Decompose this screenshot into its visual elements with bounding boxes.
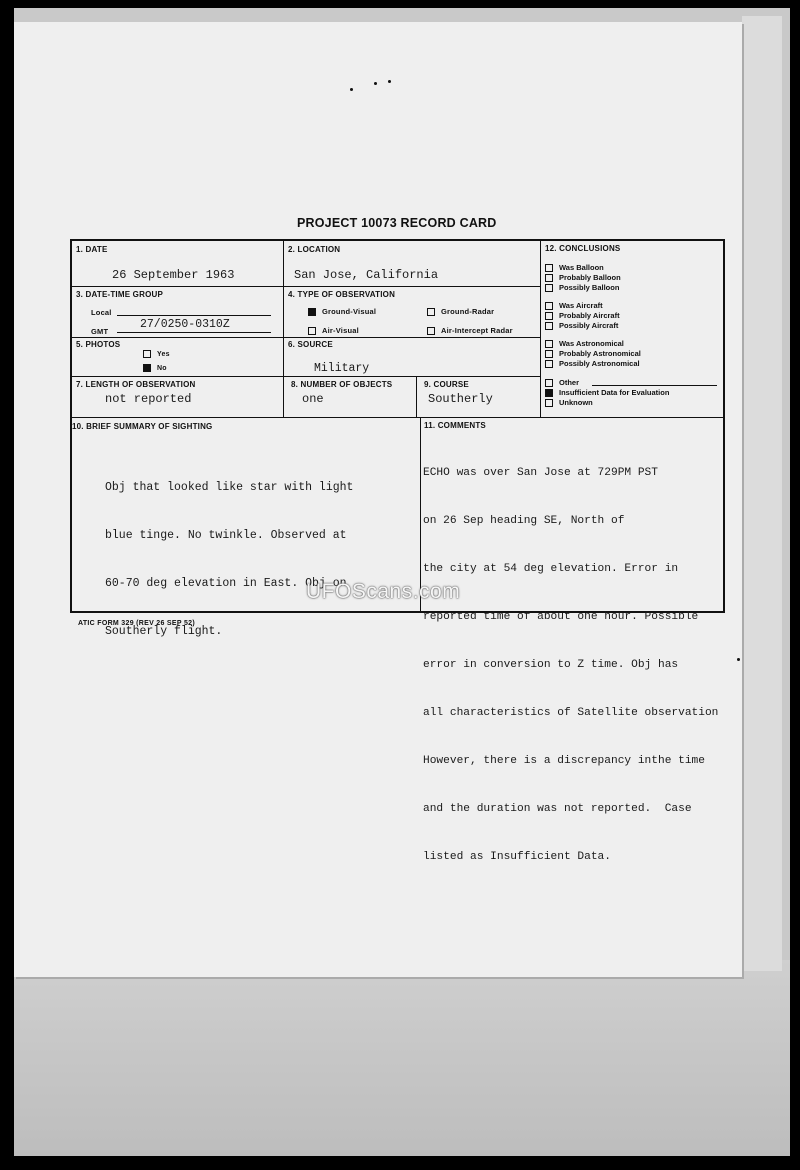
- comments-line: on 26 Sep heading SE, North of: [423, 515, 625, 527]
- objects-label: 8. NUMBER OF OBJECTS: [291, 380, 393, 389]
- length-value: not reported: [105, 392, 192, 406]
- speck: [350, 88, 353, 91]
- summary-line: Southerly flight.: [105, 625, 223, 638]
- divider: [416, 376, 417, 417]
- objects-value: one: [302, 392, 324, 406]
- comments-line: However, there is a discrepancy inthe time: [423, 755, 705, 767]
- watermark: UFOScans.com: [306, 580, 461, 603]
- checkbox: [545, 274, 553, 282]
- local-label: Local: [91, 308, 112, 317]
- type-ground-visual: Ground-Visual: [308, 307, 376, 316]
- checkbox-checked: [143, 364, 151, 372]
- checkbox: [545, 302, 553, 310]
- location-label: 2. LOCATION: [288, 245, 341, 254]
- checkbox: [427, 327, 435, 335]
- checkbox: [143, 350, 151, 358]
- date-label: 1. DATE: [76, 245, 108, 254]
- course-label: 9. COURSE: [424, 380, 469, 389]
- location-value: San Jose, California: [294, 268, 439, 282]
- conclusions-group-other: [545, 378, 669, 408]
- checkbox: [545, 379, 553, 387]
- type-air-intercept-radar: Air-Intercept Radar: [427, 326, 513, 335]
- date-value: 26 September 1963: [112, 268, 235, 282]
- conclusion-item: Other: [545, 378, 669, 388]
- source-label: 6. SOURCE: [288, 340, 333, 349]
- comments-line: reported time of about one hour. Possible: [423, 611, 699, 623]
- conclusions-group-astronomical: [545, 339, 641, 369]
- checkbox: [308, 327, 316, 335]
- checkbox: [545, 399, 553, 407]
- checkbox: [545, 360, 553, 368]
- lower-sheet: [14, 960, 790, 1156]
- conclusion-item: Possibly Balloon: [545, 283, 621, 293]
- summary-label: 10. BRIEF SUMMARY OF SIGHTING: [72, 422, 213, 431]
- checkbox: [545, 312, 553, 320]
- comments-line: the city at 54 deg elevation. Error in: [423, 563, 679, 575]
- conclusions-group-aircraft: [545, 301, 620, 331]
- course-value: Southerly: [428, 392, 493, 406]
- page-edge: [742, 16, 782, 971]
- type-ground-radar: Ground-Radar: [427, 307, 494, 316]
- conclusions-label: 12. CONCLUSIONS: [545, 244, 621, 253]
- other-underline: [592, 385, 717, 386]
- summary-line: blue tinge. No twinkle. Observed at: [105, 529, 347, 542]
- conclusion-item: Possibly Aircraft: [545, 321, 620, 331]
- comments-line: all characteristics of Satellite observation: [423, 707, 719, 719]
- photos-no: No: [143, 364, 167, 372]
- local-underline: [117, 315, 271, 316]
- conclusions-group-balloon: [545, 263, 621, 293]
- conclusion-item: Was Astronomical: [545, 339, 641, 349]
- dtg-label: 3. DATE-TIME GROUP: [76, 290, 164, 299]
- conclusion-item: Probably Astronomical: [545, 349, 641, 359]
- divider: [72, 286, 540, 287]
- form-number: ATIC FORM 329 (REV 26 SEP 52): [78, 620, 195, 627]
- gmt-underline: [117, 332, 271, 333]
- comments-line: ECHO was over San Jose at 729PM PST: [423, 467, 658, 479]
- divider: [540, 241, 541, 417]
- comments-line: listed as Insufficient Data.: [423, 851, 611, 863]
- type-label: 4. TYPE OF OBSERVATION: [288, 290, 396, 299]
- conclusion-item: Insufficient Data for Evaluation: [545, 388, 669, 398]
- type-air-visual: Air-Visual: [308, 326, 359, 335]
- checkbox-checked: [545, 389, 553, 397]
- speck: [737, 658, 740, 661]
- conclusion-item: Probably Aircraft: [545, 311, 620, 321]
- conclusion-item: Unknown: [545, 398, 669, 408]
- checkbox: [427, 308, 435, 316]
- divider: [72, 417, 724, 418]
- conclusion-item: Was Aircraft: [545, 301, 620, 311]
- summary-line: Obj that looked like star with light: [105, 481, 354, 494]
- gmt-value: 27/0250-0310Z: [140, 318, 230, 331]
- photos-yes: Yes: [143, 350, 170, 358]
- checkbox-checked: [308, 308, 316, 316]
- checkbox: [545, 284, 553, 292]
- checkbox: [545, 322, 553, 330]
- speck: [388, 80, 391, 83]
- card-title: PROJECT 10073 RECORD CARD: [297, 216, 497, 230]
- gmt-label: GMT: [91, 327, 109, 336]
- conclusion-item: Probably Balloon: [545, 273, 621, 283]
- divider: [72, 337, 540, 338]
- summary-line: 60-70 deg elevation in East. Obj on: [105, 577, 347, 590]
- comments-line: and the duration was not reported. Case: [423, 803, 692, 815]
- checkbox: [545, 340, 553, 348]
- source-value: Military: [314, 362, 370, 375]
- checkbox: [545, 350, 553, 358]
- comments-label: 11. COMMENTS: [424, 421, 486, 430]
- conclusion-item: Possibly Astronomical: [545, 359, 641, 369]
- speck: [374, 82, 377, 85]
- comments-text: [423, 433, 718, 881]
- photos-label: 5. PHOTOS: [76, 340, 121, 349]
- comments-line: error in conversion to Z time. Obj has: [423, 659, 679, 671]
- divider: [72, 376, 540, 377]
- checkbox: [545, 264, 553, 272]
- divider: [283, 241, 284, 417]
- conclusion-item: Was Balloon: [545, 263, 621, 273]
- length-label: 7. LENGTH OF OBSERVATION: [76, 380, 196, 389]
